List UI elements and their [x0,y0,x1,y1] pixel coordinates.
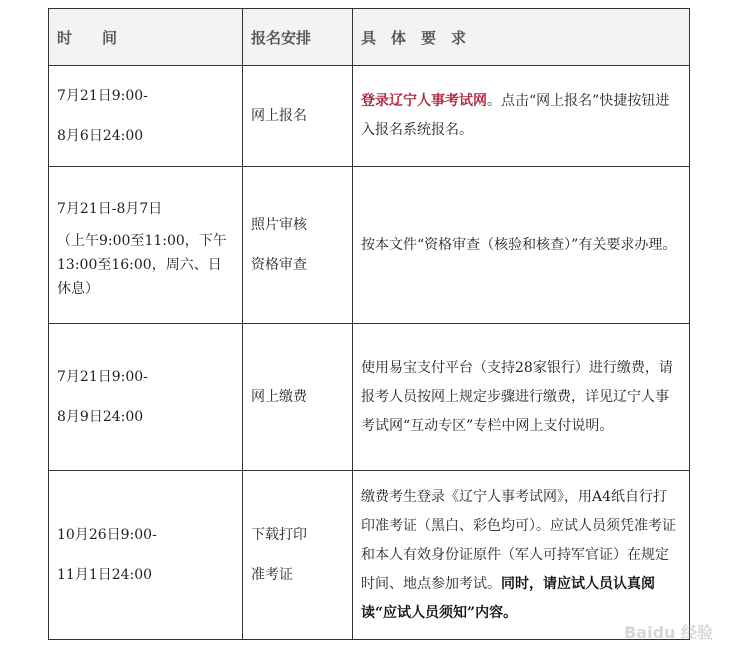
requirement-text: 按本文件“资格审查（核验和核查）”有关要求办理。 [361,236,677,253]
table-row [49,324,690,471]
requirement-text: 缴费考生登录《辽宁人事考试网》，用A4纸自行打印准考证（黑白、彩色均可）。应试人员须凭准考证和本人有效身份证原件（军人可持军官证）在规定时间、地点参加考试。 [361,488,676,592]
time-line: 7月21日9:00- [57,369,148,385]
table-row [49,66,690,167]
requirement-cell [353,471,690,640]
header-time: 时 间 [49,9,243,66]
arrange-label: 资格审查 [251,257,307,273]
time-cell [49,167,243,324]
requirement-text: 。点击“网上报名”快捷按钮进入报名系统报名。 [361,93,670,138]
arrange-cell [243,324,353,471]
requirement-cell [353,66,690,167]
table-row [49,471,690,640]
requirement-text: 使用易宝支付平台（支持28家银行）进行缴费，请报考人员按网上规定步骤进行缴费，详见辽宁人事考试网“互动专区”专栏中网上支付说明。 [361,359,673,434]
table-header-row [49,9,690,66]
time-cell [49,324,243,471]
arrange-cell [243,471,353,640]
watermark-logo: Baidu 经验 [624,623,713,642]
time-line: 7月21日-8月7日 [57,201,163,217]
time-line: 7月21日9:00- [57,88,148,104]
time-cell [49,66,243,167]
arrange-label: 网上缴费 [251,389,307,405]
time-cell [49,471,243,640]
arrange-cell [243,167,353,324]
arrange-label: 下载打印 [251,527,307,543]
requirement-cell [353,167,690,324]
arrange-label: 准考证 [251,567,293,583]
schedule-table [48,8,690,640]
requirement-bold-text: 同时，请应试人员认真阅读“应试人员须知”内容。 [361,575,655,621]
header-requirement: 具 体 要 求 [353,9,690,66]
time-line: 8月9日24:00 [57,409,144,425]
requirement-cell [353,324,690,471]
header-arrange: 报名安排 [243,9,353,66]
highlight-link-text: 登录辽宁人事考试网 [361,93,487,109]
arrange-cell [243,66,353,167]
arrange-label: 网上报名 [251,108,307,124]
arrange-label: 照片审核 [251,217,307,233]
time-line: 11月1日24:00 [57,567,153,583]
time-line: 10月26日9:00- [57,527,157,543]
time-note: （上午9:00至11:00，下午13:00至16:00，周六、日休息） [57,233,227,297]
table-row [49,167,690,324]
time-line: 8月6日24:00 [57,128,144,144]
